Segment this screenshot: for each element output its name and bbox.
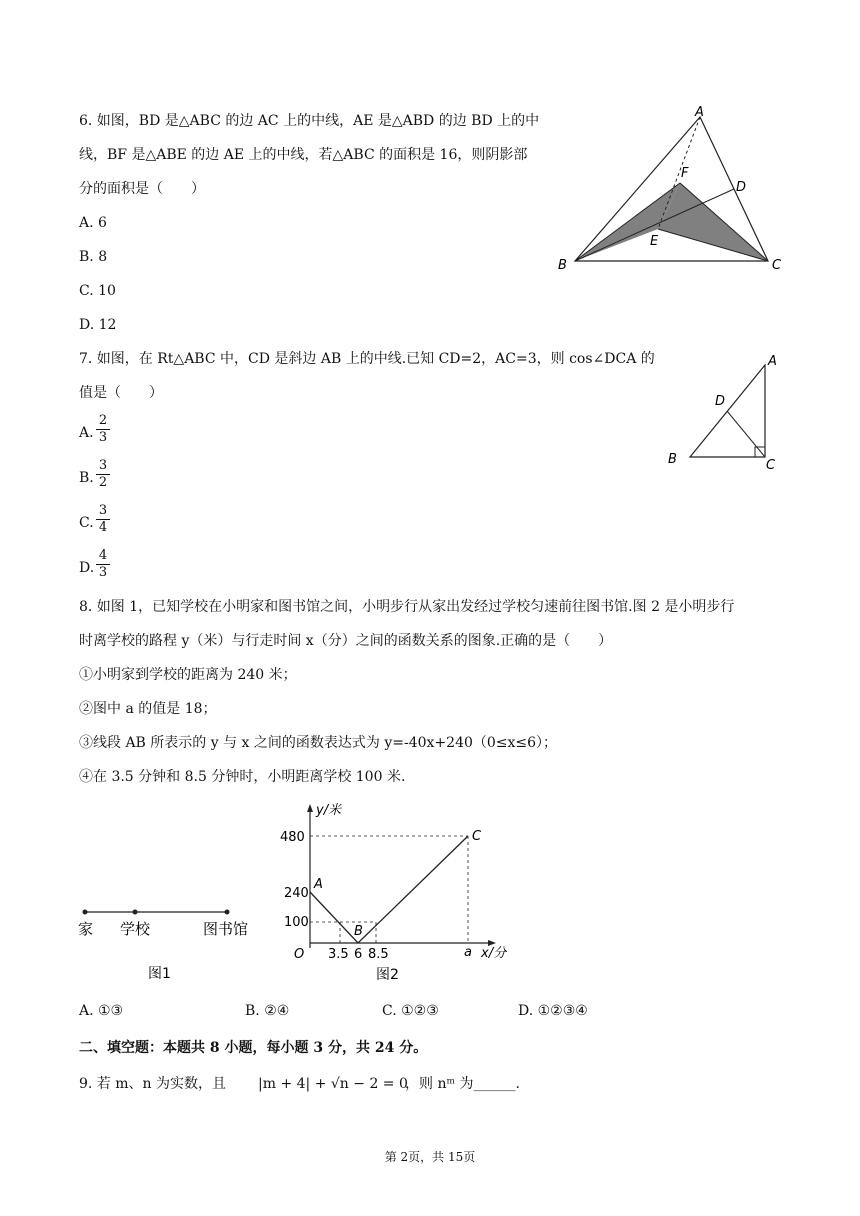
q8-fig2-point-c: C xyxy=(472,829,482,844)
q6-triangle-figure xyxy=(550,105,790,275)
q7-option-d-letter: D. xyxy=(79,560,95,576)
q8-fig2-y-axis-arrow xyxy=(307,804,313,812)
q6-option-d: D. 12 xyxy=(79,317,117,333)
q7-option-a-denominator: 3 xyxy=(98,430,108,445)
q8-fig2-origin: O xyxy=(294,947,305,962)
q9-text-suffix: ，则 nᵐ 为______. xyxy=(405,1076,520,1092)
q8-fig1-school-label: 学校 xyxy=(120,920,151,938)
q6-label-d: D xyxy=(736,180,747,195)
q7-option-d-denominator: 3 xyxy=(98,565,108,580)
page-footer: 第 2页，共 15页 xyxy=(384,1150,476,1164)
q7-option-a-letter: A. xyxy=(79,425,94,441)
q8-text-line2: 时离学校的路程 y（米）与行走时间 x（分）之间的函数关系的图象.正确的是（ ） xyxy=(79,633,613,649)
q7-option-a-numerator: 2 xyxy=(96,414,110,430)
q8-fig2-ytick-240: 240 xyxy=(284,886,309,901)
q7-option-b-denominator: 2 xyxy=(98,475,108,490)
q7-median-cd xyxy=(727,411,765,457)
q6-label-e: E xyxy=(650,234,659,249)
q8-fig2-xtick-a: a xyxy=(464,945,472,960)
q8-option-a: A. ①③ xyxy=(79,1003,124,1019)
q7-text-line1: 7. 如图，在 Rt△ABC 中，CD 是斜边 AB 上的中线.已知 CD=2，AC=3，则 cos∠DCA 的 xyxy=(79,351,655,367)
q8-statement-1: ①小明家到学校的距离为 240 米； xyxy=(79,667,297,683)
q7-option-c-numerator: 3 xyxy=(96,504,110,520)
q6-text-line1: 6. 如图，BD 是△ABC 的边 AC 上的中线，AE 是△ABD 的边 BD 上的中 xyxy=(79,113,540,129)
q6-label-a: A xyxy=(695,105,704,120)
q7-label-a: A xyxy=(768,354,777,369)
q8-fig1-home-label: 家 xyxy=(78,920,94,938)
q8-fig1-school-dot xyxy=(133,910,138,915)
q7-option-d-numerator: 4 xyxy=(96,549,110,565)
q8-fig1-caption: 图1 xyxy=(148,966,171,982)
q7-option-a-fraction xyxy=(96,414,110,445)
q7-label-d: D xyxy=(715,394,726,409)
q8-option-b: B. ②④ xyxy=(245,1003,290,1019)
q8-fig2-ytick-100: 100 xyxy=(284,915,309,930)
q9-text-prefix: 9. 若 m、n 为实数，且 xyxy=(79,1076,226,1092)
q8-figure2-graph xyxy=(278,800,528,985)
q7-label-c: C xyxy=(766,458,776,473)
q7-option-b-fraction xyxy=(96,459,110,490)
q8-option-d: D. ①②③④ xyxy=(518,1003,588,1019)
q7-option-b-letter: B. xyxy=(79,470,94,486)
q6-option-a: A. 6 xyxy=(79,215,107,231)
q8-fig2-function-line xyxy=(310,836,468,943)
q8-option-c: C. ①②③ xyxy=(382,1003,439,1019)
q7-option-d-fraction xyxy=(96,549,110,580)
q8-fig2-caption: 图2 xyxy=(376,967,399,983)
q8-fig2-ytick-480: 480 xyxy=(280,830,305,845)
q6-option-c: C. 10 xyxy=(79,283,116,299)
q6-label-f: F xyxy=(681,166,689,181)
q7-option-c-denominator: 4 xyxy=(98,520,108,535)
q8-fig1-library-dot xyxy=(225,910,230,915)
q7-label-b: B xyxy=(668,452,677,467)
q7-option-c-letter: C. xyxy=(79,515,94,531)
q7-right-triangle-figure xyxy=(660,345,790,475)
q6-shaded-region-2 xyxy=(658,183,768,261)
q8-figure1 xyxy=(70,895,270,985)
q8-fig2-ylabel: y/米 xyxy=(316,803,342,818)
q8-fig2-xlabel: x/分 xyxy=(481,946,507,961)
q6-text-line3: 分的面积是（ ） xyxy=(79,181,205,197)
q8-text-line1: 8. 如图 1，已知学校在小明家和图书馆之间，小明步行从家出发经过学校匀速前往图书馆.图 2 是小明步行 xyxy=(79,599,735,615)
q8-fig2-point-a: A xyxy=(314,877,323,892)
q6-label-b: B xyxy=(558,258,567,273)
q6-option-b: B. 8 xyxy=(79,249,108,265)
q8-fig1-library-label: 图书馆 xyxy=(203,920,249,938)
q8-statement-4: ④在 3.5 分钟和 8.5 分钟时，小明距离学校 100 米. xyxy=(79,769,406,785)
q6-label-c: C xyxy=(772,258,782,273)
q8-fig2-xtick-3-5: 3.5 xyxy=(328,947,349,962)
q8-fig1-home-dot xyxy=(83,910,88,915)
q7-option-c-fraction xyxy=(96,504,110,535)
q7-option-b-numerator: 3 xyxy=(96,459,110,475)
q8-statement-2: ②图中 a 的值是 18； xyxy=(79,701,217,717)
q7-text-line2: 值是（ ） xyxy=(79,385,163,401)
q9-formula: |m + 4| + √n − 2 = 0 xyxy=(258,1076,408,1092)
q8-fig2-xtick-6: 6 xyxy=(354,947,363,962)
q6-text-line2: 线，BF 是△ABE 的边 AE 上的中线，若△ABC 的面积是 16，则阴影部 xyxy=(79,147,528,163)
q8-fig2-xtick-8-5: 8.5 xyxy=(368,947,389,962)
q8-statement-3: ③线段 AB 所表示的 y 与 x 之间的函数表达式为 y=-40x+240（0≤x≤6）； xyxy=(79,735,558,751)
q8-fig2-point-b: B xyxy=(354,924,363,939)
section-2-heading: 二、填空题：本题共 8 小题，每小题 3 分，共 24 分。 xyxy=(79,1040,428,1056)
